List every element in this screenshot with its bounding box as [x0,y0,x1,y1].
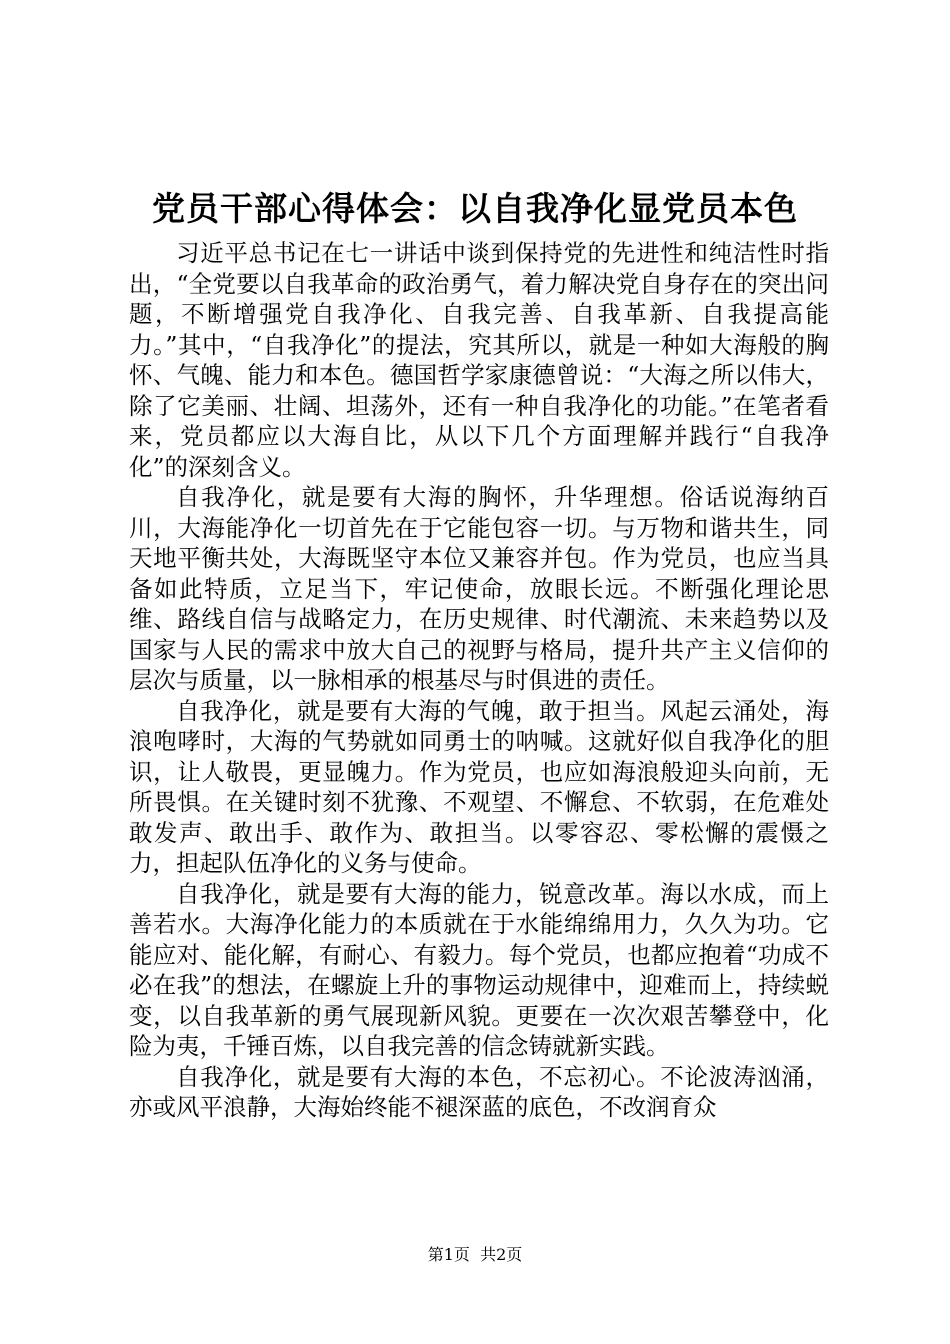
document-body [129,238,829,1123]
document-title: 党员干部心得体会：以自我净化显党员本色 [152,189,798,228]
paragraph-courage: 自我净化，就是要有大海的气魄，敢于担当。风起云涌处，海浪咆哮时，大海的气势就如同勇士的呐喊。这就好似自我净化的胆识，让人敬畏，更显魄力。作为党员，也应如海浪般迎头向前，无所畏惧。在关键时刻不犹豫、不观望、不懈怠、不软弱，在危难处敢发声、敢出手、敢作为、敢担当。以零容忍、零松懈的震慑之力，担起队伍净化的义务与使命。 [129,696,829,877]
page-number-label: 第1页 共2页 [427,1245,523,1264]
paragraph-broad-mind: 自我净化，就是要有大海的胸怀，升华理想。俗话说海纳百川，大海能净化一切首先在于它能包容一切。与万物和谐共生，同天地平衡共处，大海既坚守本位又兼容并包。作为党员，也应当具备如此特质，立足当下，牢记使命，放眼长远。不断强化理论思维、路线自信与战略定力，在历史规律、时代潮流、未来趋势以及国家与人民的需求中放大自己的视野与格局，提升共产主义信仰的层次与质量，以一脉相承的根基尽与时俱进的责任。 [129,483,829,694]
page-footer [0,1244,950,1266]
paragraph-intro: 习近平总书记在七一讲话中谈到保持党的先进性和纯洁性时指出，“全党要以自我革命的政治勇气，着力解决党自身存在的突出问题，不断增强党自我净化、自我完善、自我革新、自我提高能力。”其中，“自我净化”的提法，究其所以，就是一种如大海般的胸怀、气魄、能力和本色。德国哲学家康德曾说：“大海之所以伟大，除了它美丽、壮阔、坦荡外，还有一种自我净化的功能。”在笔者看来，党员都应以大海自比，从以下几个方面理解并践行“自我净化”的深刻含义。 [129,239,829,481]
paragraph-ability: 自我净化，就是要有大海的能力，锐意改革。海以水成，而上善若水。大海净化能力的本质就在于水能绵绵用力，久久为功。它能应对、能化解，有耐心、有毅力。每个党员，也都应抱着“功成不必在我”的想法，在螺旋上升的事物运动规律中，迎难而上，持续蜕变，以自我革新的勇气展现新风貌。更要在一次次艰苦攀登中，化险为夷，千锤百炼，以自我完善的信念铸就新实践。 [129,879,829,1060]
paragraph-true-color: 自我净化，就是要有大海的本色，不忘初心。不论波涛汹涌，亦或风平浪静，大海始终能不褪深蓝的底色，不改润育众 [129,1062,829,1121]
